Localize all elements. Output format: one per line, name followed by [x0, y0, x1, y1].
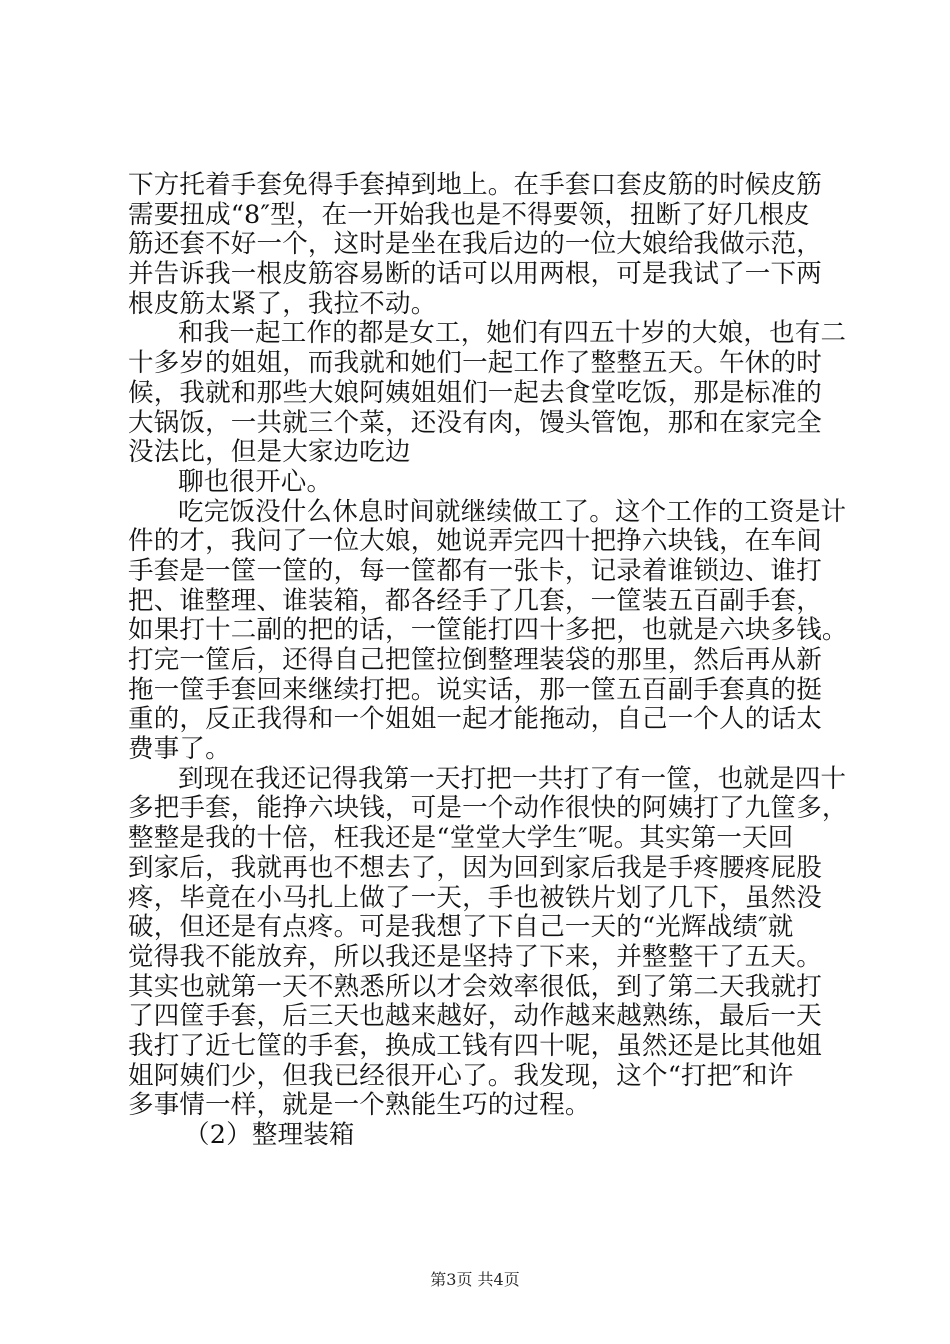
page-footer: [0, 1270, 950, 1290]
document-body: [128, 170, 848, 1151]
paragraph-start-line: 和我一起工作的都是女工，她们有四五十岁的大娘，也有二: [178, 318, 847, 349]
text-line: 候，我就和那些大娘阿姨姐姐们一起去食堂吃饭，那是标准的: [128, 377, 822, 408]
text-line: 打完一筐后，还得自己把筐拉倒整理装袋的那里，然后再从新: [128, 645, 822, 675]
section-heading: （2）整理装箱: [184, 1120, 355, 1150]
text-line: 根皮筋太紧了，我拉不动。: [128, 288, 437, 319]
text-line: 多把手套，能挣六块钱，可是一个动作很快的阿姨打了九筐多，: [128, 793, 848, 824]
text-line: 破，但还是有点疼。可是我想了下自己一天的“光辉战绩″就: [128, 912, 794, 943]
text-line: 如果打十二副的把的话，一筐能打四十多把，也就是六块多钱。: [128, 615, 848, 646]
text-line: 手套是一筐一筐的，每一筐都有一张卡，记录着谁锁边、谁打: [128, 555, 822, 586]
text-line: 十多岁的姐姐，而我就和她们一起工作了整整五天。午休的时: [128, 348, 822, 379]
text-line: 费事了。: [128, 734, 231, 765]
text-line: 我打了近七筐的手套，换成工钱有四十呢，虽然还是比其他姐: [128, 1030, 822, 1061]
text-line: 件的才，我问了一位大娘，她说弄完四十把挣六块钱，在车间: [128, 526, 822, 557]
paragraph-start-line: 到现在我还记得我第一天打把一共打了有一筐，也就是四十: [178, 763, 847, 794]
text-line: 姐阿姨们少，但我已经很开心了。我发现，这个“打把″和许: [128, 1060, 794, 1091]
text-line: 到家后，我就再也不想去了，因为回到家后我是手疼腰疼屁股: [128, 852, 822, 883]
text-line: 疼，毕竟在小马扎上做了一天，手也被铁片划了几下，虽然没: [128, 882, 822, 913]
text-line: 并告诉我一根皮筋容易断的话可以用两根，可是我试了一下两: [128, 259, 822, 290]
text-line: 觉得我不能放弃，所以我还是坚持了下来，并整整干了五天。: [128, 941, 822, 972]
text-line: 了四筐手套，后三天也越来越好，动作越来越熟练，最后一天: [128, 1001, 822, 1032]
text-line: 没法比，但是大家边吃边: [128, 437, 411, 468]
text-line: 拖一筐手套回来继续打把。说实话，那一筐五百副手套真的挺: [128, 674, 822, 705]
text-line: 整整是我的十倍，枉我还是“堂堂大学生″呢。其实第一天回: [128, 823, 794, 854]
text-line: 重的，反正我得和一个姐姐一起才能拖动，自己一个人的话太: [128, 704, 822, 735]
paragraph-start-line: 吃完饭没什么休息时间就继续做工了。这个工作的工资是计: [178, 496, 847, 527]
text-line: 其实也就第一天不熟悉所以才会效率很低，到了第二天我就打: [128, 971, 822, 1002]
text-line: 需要扭成“8″型，在一开始我也是不得要领，扭断了好几根皮: [128, 199, 810, 230]
text-line: 大锅饭，一共就三个菜，还没有肉，馒头管饱，那和在家完全: [128, 407, 822, 438]
page-number: 第3页 共4页: [430, 1270, 520, 1289]
text-line: 多事情一样，就是一个熟能生巧的过程。: [128, 1090, 591, 1121]
text-line: 筋还套不好一个，这时是坐在我后边的一位大娘给我做示范，: [128, 229, 822, 260]
text-line: 把、谁整理、谁装箱，都各经手了几套，一筐装五百副手套，: [128, 585, 822, 616]
paragraph-start-line: 聊也很开心。: [178, 466, 333, 497]
text-line: 下方托着手套免得手套掉到地上。在手套口套皮筋的时候皮筋: [128, 170, 822, 200]
